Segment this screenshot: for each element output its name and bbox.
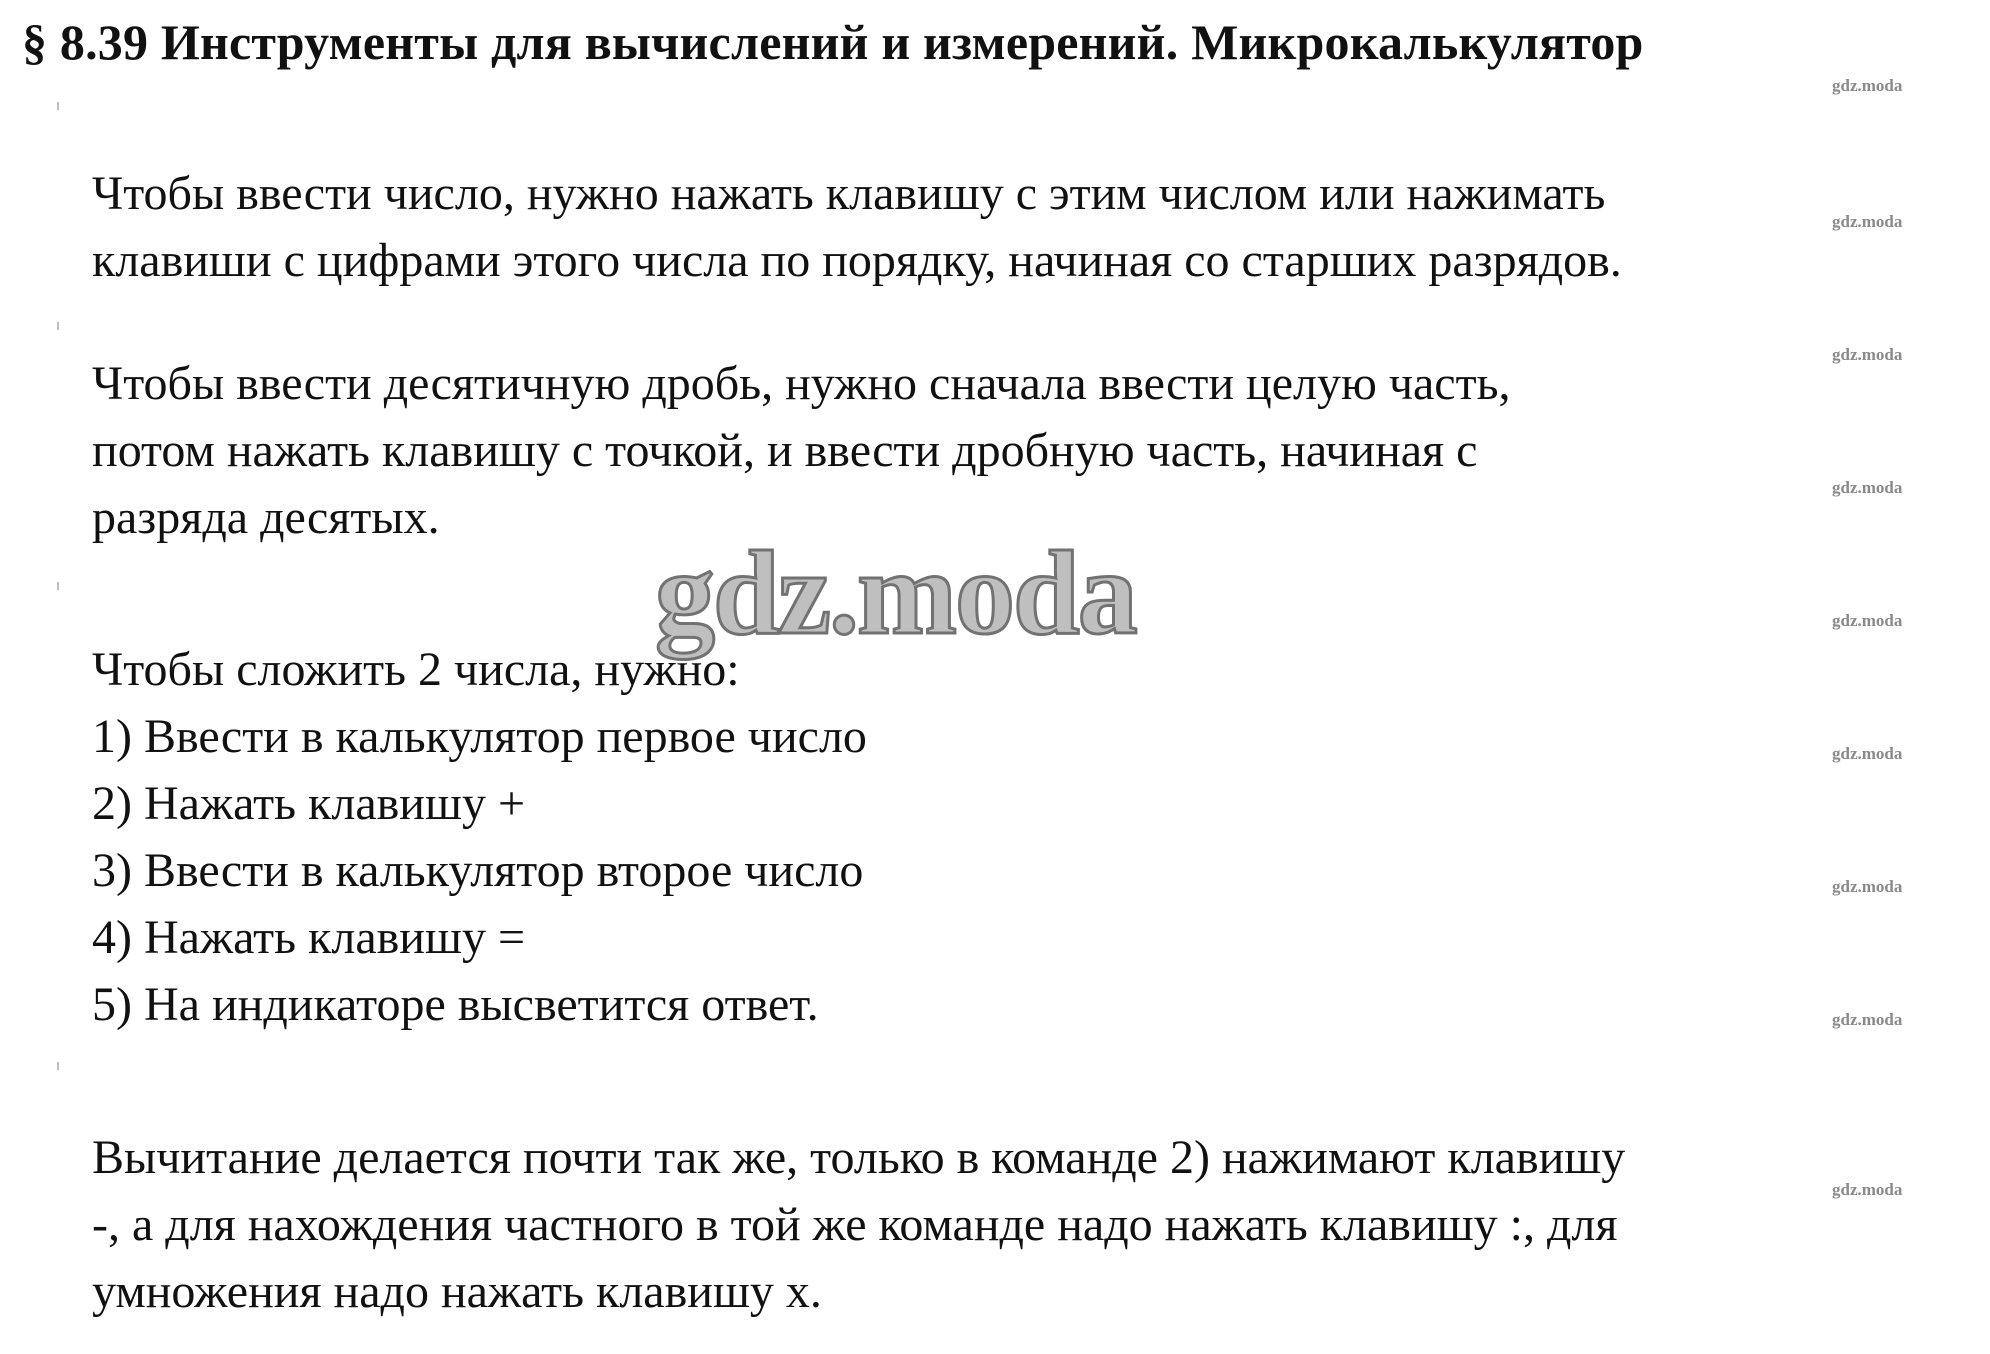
paragraph-decimal-input [92, 350, 1510, 551]
list-item: 2) Нажать клавишу + [92, 777, 526, 830]
watermark-small: gdz.moda [1832, 744, 1903, 763]
watermark-small: gdz.moda [1832, 345, 1903, 364]
scan-mark [57, 582, 59, 590]
watermark-small: gdz.moda [1832, 1010, 1903, 1029]
list-item: 5) На индикаторе высветится ответ. [92, 978, 819, 1031]
watermark-small: gdz.moda [1832, 611, 1903, 630]
paragraph-line: разряда десятых. [92, 491, 440, 544]
scan-mark [57, 322, 59, 330]
watermark-small: gdz.moda [1832, 76, 1903, 95]
paragraph-line: Вычитание делается почти так же, только в команде 2) нажимают клавишу [92, 1131, 1626, 1184]
list-item: 1) Ввести в калькулятор первое число [92, 710, 867, 763]
list-item: 4) Нажать клавишу = [92, 911, 526, 964]
list-item: 3) Ввести в калькулятор второе число [92, 844, 864, 897]
paragraph-line: клавиши с цифрами этого числа по порядку, начиная со старших разрядов. [92, 234, 1622, 287]
section-title: § 8.39 Инструменты для вычислений и измерений. Микрокалькулятор [22, 14, 1644, 70]
watermark-small: gdz.moda [1832, 1180, 1903, 1199]
paragraph-addition-steps [92, 636, 867, 1038]
watermark-small: gdz.moda [1832, 212, 1903, 231]
paragraph-line: потом нажать клавишу с точкой, и ввести дробную часть, начиная с [92, 424, 1478, 477]
scan-mark [57, 102, 59, 110]
paragraph-line: Чтобы ввести десятичную дробь, нужно сначала ввести целую часть, [92, 357, 1511, 410]
watermark-small: gdz.moda [1832, 478, 1903, 497]
scan-mark [57, 1062, 59, 1070]
watermark-small: gdz.moda [1832, 877, 1903, 896]
paragraph-other-operations [92, 1124, 1625, 1325]
paragraph-line: Чтобы сложить 2 числа, нужно: [92, 643, 740, 696]
paragraph-number-input [92, 160, 1622, 294]
paragraph-line: Чтобы ввести число, нужно нажать клавишу с этим числом или нажимать [92, 167, 1606, 220]
paragraph-line: умножения надо нажать клавишу х. [92, 1265, 822, 1318]
watermark-large: gdz.moda [655, 526, 1136, 659]
paragraph-line: -, а для нахождения частного в той же команде надо нажать клавишу :, для [92, 1198, 1618, 1251]
